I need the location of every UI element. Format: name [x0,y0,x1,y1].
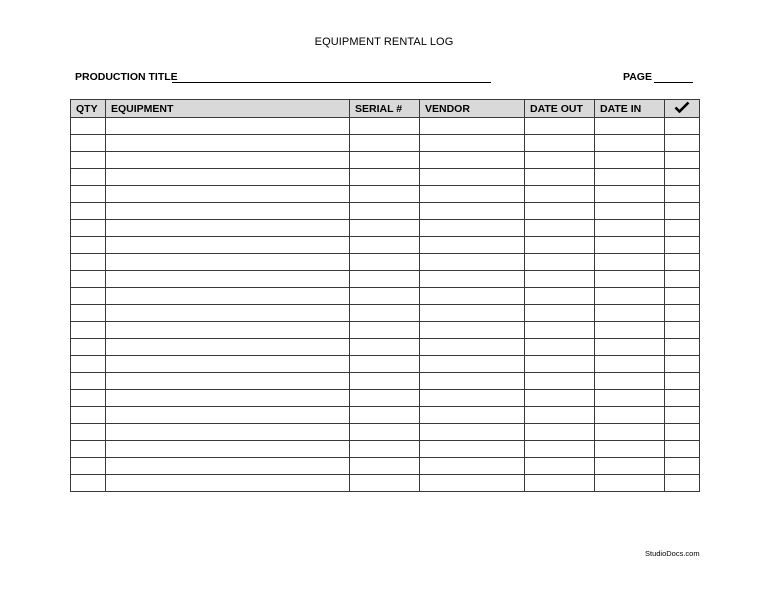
cell-serial[interactable] [350,220,420,237]
cell-qty[interactable] [71,118,106,135]
cell-returned[interactable] [665,441,700,458]
cell-date_in[interactable] [595,441,665,458]
cell-returned[interactable] [665,407,700,424]
cell-equipment[interactable] [106,339,350,356]
cell-date_out[interactable] [525,203,595,220]
cell-returned[interactable] [665,186,700,203]
cell-equipment[interactable] [106,458,350,475]
cell-date_out[interactable] [525,254,595,271]
cell-date_in[interactable] [595,458,665,475]
table-row [71,271,700,288]
cell-equipment[interactable] [106,305,350,322]
cell-vendor[interactable] [420,424,525,441]
cell-serial[interactable] [350,186,420,203]
cell-date_out[interactable] [525,339,595,356]
cell-serial[interactable] [350,203,420,220]
cell-returned[interactable] [665,220,700,237]
cell-equipment[interactable] [106,441,350,458]
cell-serial[interactable] [350,356,420,373]
cell-equipment[interactable] [106,220,350,237]
column-header-qty: QTY [71,100,106,118]
cell-date_in[interactable] [595,118,665,135]
cell-equipment[interactable] [106,288,350,305]
table-row [71,254,700,271]
cell-date_in[interactable] [595,169,665,186]
cell-date_out[interactable] [525,356,595,373]
cell-date_in[interactable] [595,186,665,203]
cell-qty[interactable] [71,458,106,475]
cell-date_in[interactable] [595,373,665,390]
cell-equipment[interactable] [106,203,350,220]
cell-date_in[interactable] [595,424,665,441]
cell-qty[interactable] [71,152,106,169]
cell-vendor[interactable] [420,169,525,186]
cell-equipment[interactable] [106,373,350,390]
table-row [71,475,700,492]
cell-serial[interactable] [350,254,420,271]
cell-qty[interactable] [71,203,106,220]
cell-date_out[interactable] [525,135,595,152]
table-header-row [71,100,700,118]
cell-date_out[interactable] [525,441,595,458]
cell-qty[interactable] [71,186,106,203]
column-header-date-out: DATE OUT [525,100,595,118]
cell-date_out[interactable] [525,407,595,424]
cell-equipment[interactable] [106,424,350,441]
cell-equipment[interactable] [106,407,350,424]
cell-qty[interactable] [71,356,106,373]
cell-equipment[interactable] [106,390,350,407]
table-row [71,288,700,305]
cell-serial[interactable] [350,424,420,441]
cell-serial[interactable] [350,390,420,407]
cell-date_out[interactable] [525,186,595,203]
cell-vendor[interactable] [420,220,525,237]
column-header-equipment: EQUIPMENT [106,100,350,118]
cell-vendor[interactable] [420,305,525,322]
cell-returned[interactable] [665,356,700,373]
cell-qty[interactable] [71,424,106,441]
cell-date_in[interactable] [595,288,665,305]
cell-vendor[interactable] [420,118,525,135]
cell-serial[interactable] [350,407,420,424]
cell-vendor[interactable] [420,271,525,288]
cell-qty[interactable] [71,322,106,339]
cell-date_out[interactable] [525,322,595,339]
cell-vendor[interactable] [420,475,525,492]
cell-equipment[interactable] [106,169,350,186]
footer-brand: StudioDocs.com [645,549,700,558]
cell-date_in[interactable] [595,356,665,373]
cell-date_in[interactable] [595,390,665,407]
cell-serial[interactable] [350,271,420,288]
document-title: EQUIPMENT RENTAL LOG [314,36,454,48]
cell-equipment[interactable] [106,186,350,203]
table-row [71,373,700,390]
column-header-vendor: VENDOR [420,100,525,118]
cell-qty[interactable] [71,254,106,271]
checkmark-icon [674,104,690,116]
cell-date_in[interactable] [595,203,665,220]
cell-returned[interactable] [665,390,700,407]
cell-vendor[interactable] [420,441,525,458]
cell-serial[interactable] [350,169,420,186]
cell-vendor[interactable] [420,458,525,475]
table-row [71,220,700,237]
column-header-date-in: DATE IN [595,100,665,118]
rental-log-table [70,99,700,492]
cell-returned[interactable] [665,135,700,152]
cell-date_out[interactable] [525,424,595,441]
cell-date_in[interactable] [595,475,665,492]
table-row [71,390,700,407]
cell-returned[interactable] [665,237,700,254]
cell-date_in[interactable] [595,305,665,322]
cell-equipment[interactable] [106,237,350,254]
cell-equipment[interactable] [106,135,350,152]
page-label: PAGE [623,71,652,83]
cell-serial[interactable] [350,152,420,169]
cell-vendor[interactable] [420,373,525,390]
cell-date_out[interactable] [525,118,595,135]
cell-vendor[interactable] [420,356,525,373]
cell-vendor[interactable] [420,390,525,407]
cell-vendor[interactable] [420,339,525,356]
cell-serial[interactable] [350,322,420,339]
cell-serial[interactable] [350,339,420,356]
table-row [71,356,700,373]
table-row [71,458,700,475]
cell-vendor[interactable] [420,203,525,220]
cell-date_out[interactable] [525,373,595,390]
cell-serial[interactable] [350,288,420,305]
cell-date_in[interactable] [595,152,665,169]
cell-date_in[interactable] [595,339,665,356]
cell-equipment[interactable] [106,254,350,271]
cell-date_in[interactable] [595,135,665,152]
cell-serial[interactable] [350,135,420,152]
cell-returned[interactable] [665,424,700,441]
cell-qty[interactable] [71,305,106,322]
cell-equipment[interactable] [106,322,350,339]
column-header-serial: SERIAL # [350,100,420,118]
cell-date_out[interactable] [525,271,595,288]
table-row [71,407,700,424]
cell-serial[interactable] [350,118,420,135]
cell-returned[interactable] [665,271,700,288]
page-number-field[interactable] [654,82,693,83]
table-row [71,441,700,458]
cell-vendor[interactable] [420,254,525,271]
cell-equipment[interactable] [106,356,350,373]
production-title-label: PRODUCTION TITLE [75,71,178,83]
table-row [71,339,700,356]
table-row [71,203,700,220]
cell-date_out[interactable] [525,152,595,169]
cell-date_out[interactable] [525,237,595,254]
cell-qty[interactable] [71,271,106,288]
cell-date_in[interactable] [595,407,665,424]
cell-returned[interactable] [665,203,700,220]
cell-equipment[interactable] [106,118,350,135]
cell-qty[interactable] [71,390,106,407]
cell-date_out[interactable] [525,220,595,237]
cell-equipment[interactable] [106,152,350,169]
cell-vendor[interactable] [420,322,525,339]
cell-qty[interactable] [71,135,106,152]
cell-returned[interactable] [665,169,700,186]
table-row [71,237,700,254]
cell-returned[interactable] [665,305,700,322]
cell-qty[interactable] [71,169,106,186]
production-title-field[interactable] [172,82,491,83]
cell-returned[interactable] [665,339,700,356]
cell-serial[interactable] [350,441,420,458]
cell-vendor[interactable] [420,407,525,424]
cell-date_out[interactable] [525,305,595,322]
cell-vendor[interactable] [420,288,525,305]
table-row [71,118,700,135]
cell-date_out[interactable] [525,475,595,492]
cell-vendor[interactable] [420,237,525,254]
cell-date_out[interactable] [525,169,595,186]
cell-qty[interactable] [71,373,106,390]
cell-qty[interactable] [71,220,106,237]
cell-returned[interactable] [665,118,700,135]
cell-serial[interactable] [350,237,420,254]
table-body [71,118,700,492]
cell-returned[interactable] [665,458,700,475]
cell-serial[interactable] [350,458,420,475]
table-row [71,135,700,152]
table-row [71,169,700,186]
cell-qty[interactable] [71,407,106,424]
cell-serial[interactable] [350,373,420,390]
cell-vendor[interactable] [420,152,525,169]
cell-date_in[interactable] [595,220,665,237]
cell-qty[interactable] [71,441,106,458]
cell-returned[interactable] [665,254,700,271]
cell-date_out[interactable] [525,458,595,475]
cell-equipment[interactable] [106,475,350,492]
cell-returned[interactable] [665,152,700,169]
table-row [71,322,700,339]
table-row [71,152,700,169]
cell-qty[interactable] [71,288,106,305]
table-row [71,424,700,441]
cell-returned[interactable] [665,373,700,390]
cell-equipment[interactable] [106,271,350,288]
cell-qty[interactable] [71,237,106,254]
cell-returned[interactable] [665,322,700,339]
cell-returned[interactable] [665,475,700,492]
cell-serial[interactable] [350,305,420,322]
table-row [71,305,700,322]
cell-qty[interactable] [71,475,106,492]
cell-returned[interactable] [665,288,700,305]
cell-date_in[interactable] [595,254,665,271]
cell-date_in[interactable] [595,271,665,288]
cell-date_out[interactable] [525,288,595,305]
cell-serial[interactable] [350,475,420,492]
cell-date_in[interactable] [595,322,665,339]
cell-date_in[interactable] [595,237,665,254]
cell-date_out[interactable] [525,390,595,407]
cell-vendor[interactable] [420,135,525,152]
column-header-returned [665,100,700,118]
cell-qty[interactable] [71,339,106,356]
cell-vendor[interactable] [420,186,525,203]
table-row [71,186,700,203]
